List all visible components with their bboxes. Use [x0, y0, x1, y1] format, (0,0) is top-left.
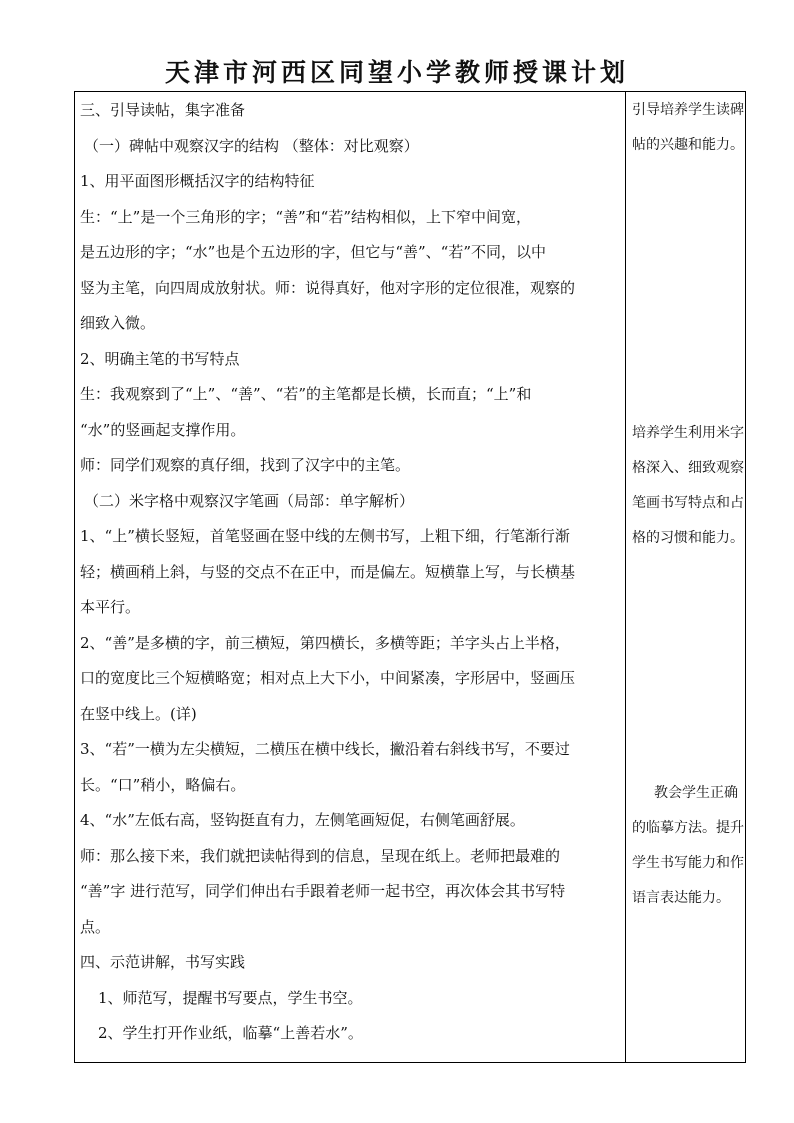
design-intent-note-1 [632, 93, 744, 163]
content-line: 1、用平面图形概括汉字的结构特征 [80, 172, 315, 190]
design-intent-note-3 [632, 776, 744, 916]
lesson-content-column [80, 93, 620, 1052]
content-line: 师：那么接下来，我们就把读帖得到的信息，呈现在纸上。老师把最难的 [80, 846, 561, 865]
content-line: 生：“上”是一个三角形的字；“善”和“若”结构相似，上下窄中间宽， [80, 207, 532, 226]
subsection-heading: （二）米字格中观察汉字笔画（局部：单字解析） [84, 491, 415, 510]
content-line: 生：我观察到了“上”、“善”、“若”的主笔都是长横，长而直；“上”和 [80, 385, 532, 403]
note-line: 帖的兴趣和能力。 [632, 137, 744, 153]
content-line: 1、“上”横长竖短，首笔竖画在竖中线的左侧书写，上粗下细，行笔渐行渐 [80, 527, 570, 545]
content-line: 在竖中线上。(详) [80, 704, 197, 723]
content-line: 长。“口”稍小，略偏右。 [80, 775, 246, 794]
note-line: 格的习惯和能力。 [632, 530, 744, 546]
note-line: 语言表达能力。 [632, 890, 730, 906]
content-line: 1、师范写，提醒书写要点，学生书空。 [98, 988, 363, 1007]
note-line: 引导培养学生读碑 [632, 102, 744, 118]
column-divider [625, 91, 626, 1063]
content-line: 是五边形的字；“水”也是个五边形的字，但它与“善”、“若”不同，以中 [80, 243, 547, 261]
note-line: 教会学生正确 [654, 785, 738, 801]
content-line: 竖为主笔，向四周成放射状。师：说得真好，他对字形的定位很准，观察的 [80, 278, 576, 297]
content-line: 2、明确主笔的书写特点 [80, 349, 240, 368]
note-line: 培养学生利用米字 [632, 425, 744, 441]
content-line: 点。 [80, 917, 111, 936]
content-line: 细致入微。 [80, 314, 156, 332]
content-line: 2、学生打开作业纸，临摹“上善若水”。 [98, 1024, 363, 1042]
content-line: 师：同学们观察的真仔细，找到了汉字中的主笔。 [80, 456, 411, 474]
content-line: 3、“若”一横为左尖横短，二横压在横中线长，撇沿着右斜线书写，不要过 [80, 740, 570, 758]
section-heading: 四、示范讲解，书写实践 [80, 953, 246, 971]
content-line: 2、“善”是多横的字，前三横短，第四横长，多横等距；羊字头占上半格， [80, 633, 570, 652]
note-line: 格深入、细致观察 [632, 460, 744, 476]
note-line: 笔画书写特点和占 [632, 495, 744, 511]
note-line: 学生书写能力和作 [632, 855, 744, 871]
content-line: “善”字 进行范写，同学们伸出右手跟着老师一起书空，再次体会其书写特 [80, 882, 566, 900]
note-line: 的临摹方法。提升 [632, 820, 744, 836]
content-line: 轻；横画稍上斜，与竖的交点不在正中，而是偏左。短横靠上写，与长横基 [80, 562, 576, 581]
design-intent-note-2 [632, 416, 744, 556]
content-line: 4、“水”左低右高，竖钩挺直有力，左侧笔画短促，右侧笔画舒展。 [80, 811, 525, 829]
content-line: 本平行。 [80, 598, 141, 616]
section-heading: 三、引导读帖，集字准备 [80, 101, 246, 119]
page-title: 天津市河西区同望小学教师授课计划 [164, 58, 629, 87]
subsection-heading: （一）碑帖中观察汉字的结构 （整体：对比观察） [84, 136, 419, 155]
content-line: 口的宽度比三个短横略宽；相对点上大下小，中间紧凑，字形居中，竖画压 [80, 669, 576, 687]
content-line: “水”的竖画起支撑作用。 [80, 420, 246, 439]
